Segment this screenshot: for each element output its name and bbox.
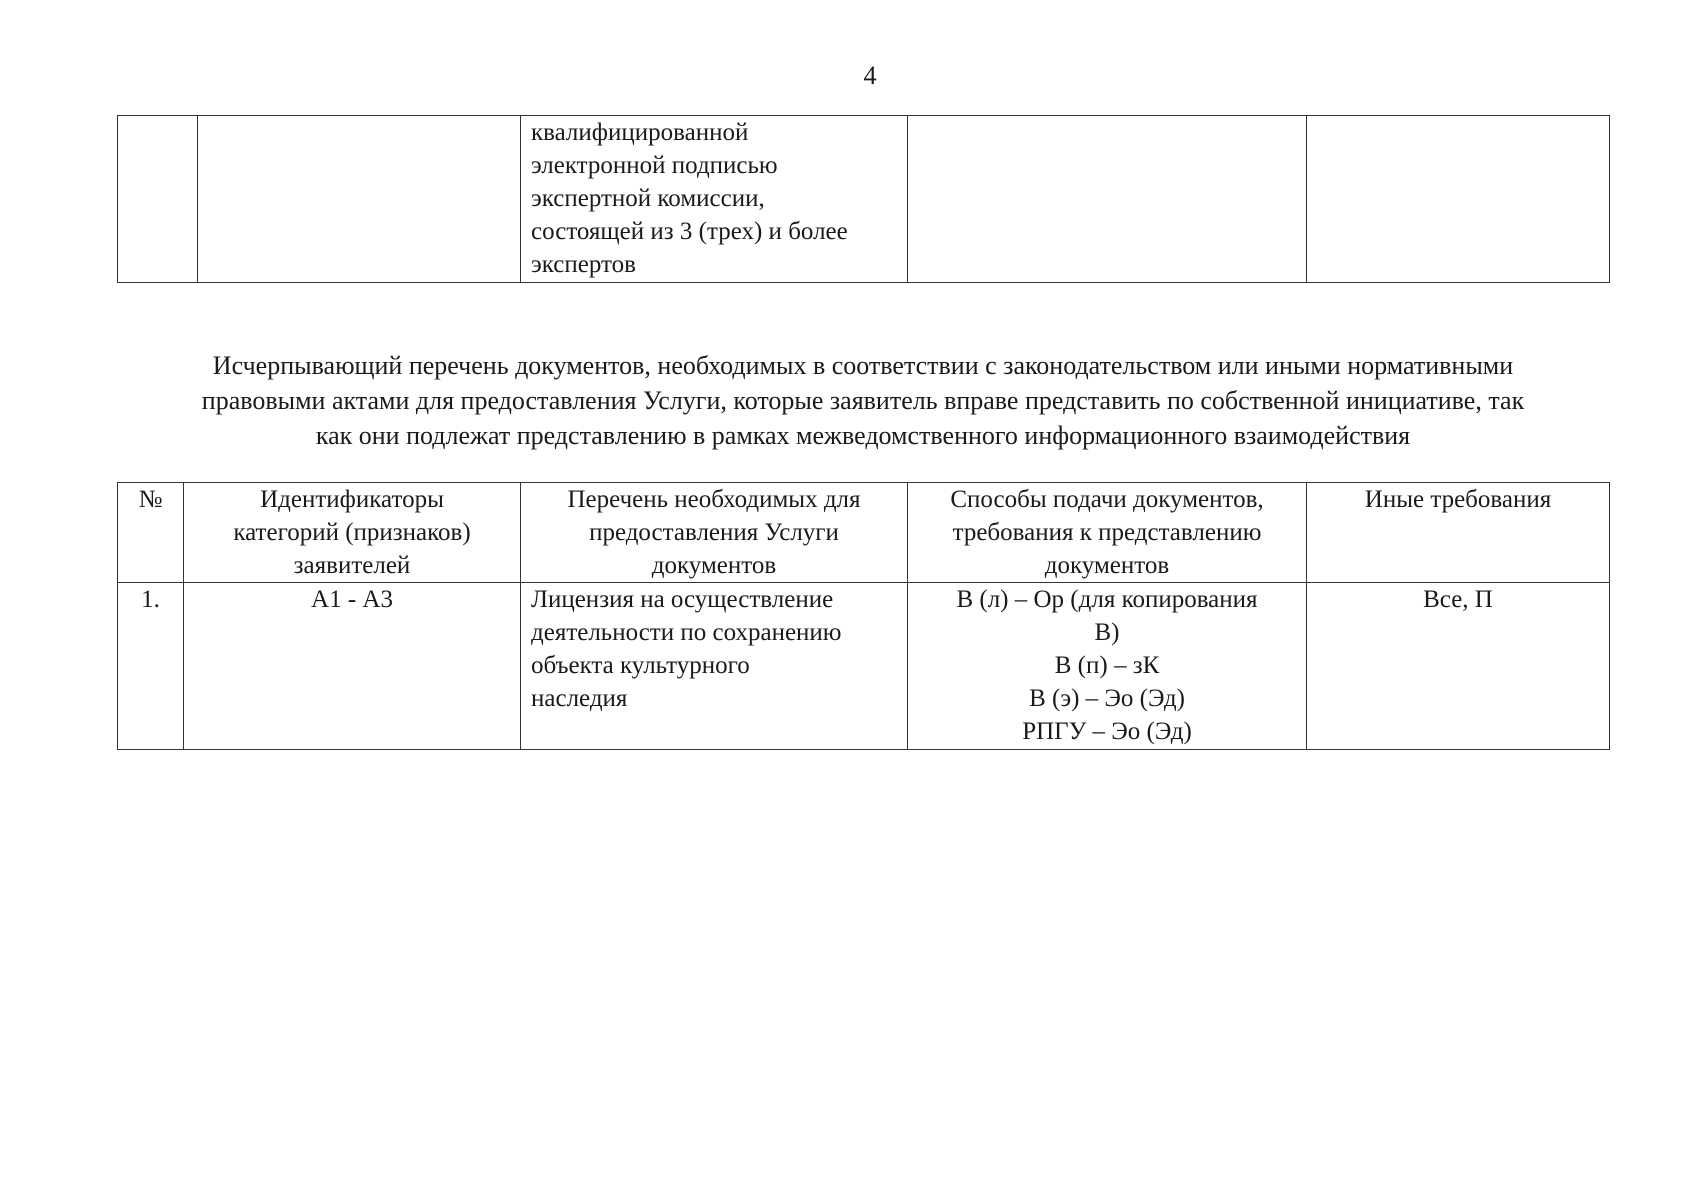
header-text-line: категорий (признаков) — [233, 519, 471, 546]
cell-documents — [521, 116, 908, 283]
section-title-line: правовыми актами для предоставления Услуги, которые заявитель вправе представить по собственной инициативе, так — [201, 386, 1525, 415]
section-title-line: как они подлежат представлению в рамках межведомственного информационного взаимодействия — [315, 421, 1411, 450]
cell-text-line: состоящей из 3 (трех) и более — [531, 218, 848, 245]
cell-documents — [521, 583, 908, 750]
header-documents — [521, 483, 908, 583]
header-text-line: документов — [1044, 552, 1170, 579]
header-text-line: Перечень необходимых для — [567, 486, 861, 513]
cell-text-line: РПГУ – Эо (Эд) — [1022, 718, 1192, 745]
header-text-line: заявителей — [293, 552, 411, 579]
table-row — [118, 116, 1610, 283]
cell-other — [1307, 116, 1610, 283]
cell-text-line: Лицензия на осуществление — [531, 586, 834, 613]
header-other: Иные требования — [1307, 483, 1610, 583]
cell-text-line: деятельности по сохранению — [531, 619, 842, 646]
header-text-line: документов — [651, 552, 777, 579]
cell-identifiers: А1 - А3 — [184, 583, 521, 750]
header-text-line: требования к представлению — [952, 519, 1262, 546]
cell-text-line: экспертной комиссии, — [531, 185, 765, 212]
section-title — [117, 348, 1609, 453]
table-header-row — [118, 483, 1610, 583]
cell-text-line: В (п) – зК — [1054, 652, 1160, 679]
cell-text-line: В (э) – Эо (Эд) — [1029, 685, 1185, 712]
header-identifiers — [184, 483, 521, 583]
cell-text-line: экспертов — [531, 251, 636, 278]
header-text-line: Идентификаторы — [260, 486, 444, 513]
cell-text-line: объекта культурного — [531, 652, 750, 679]
cell-text-line: наследия — [531, 685, 628, 712]
table-row — [118, 583, 1610, 750]
cell-text-line: В) — [1094, 619, 1120, 646]
section-title-line: Исчерпывающий перечень документов, необходимых в соответствии с законодательством или иными нормативными — [212, 351, 1514, 380]
page-number: 4 — [863, 61, 877, 90]
cell-text-line: электронной подписью — [531, 152, 778, 179]
cell-number — [118, 116, 198, 283]
header-text-line: Способы подачи документов, — [950, 486, 1264, 513]
header-methods — [908, 483, 1307, 583]
header-number: № — [118, 483, 184, 583]
cell-number: 1. — [118, 583, 184, 750]
documents-table — [117, 482, 1610, 750]
cell-identifiers — [198, 116, 521, 283]
continuation-table — [117, 115, 1610, 283]
cell-methods — [908, 116, 1307, 283]
cell-text-line: В (л) – Ор (для копирования — [956, 586, 1258, 613]
cell-other: Все, П — [1307, 583, 1610, 750]
header-text-line: предоставления Услуги — [589, 519, 839, 546]
cell-text-line: квалифицированной — [531, 119, 749, 146]
cell-methods — [908, 583, 1307, 750]
